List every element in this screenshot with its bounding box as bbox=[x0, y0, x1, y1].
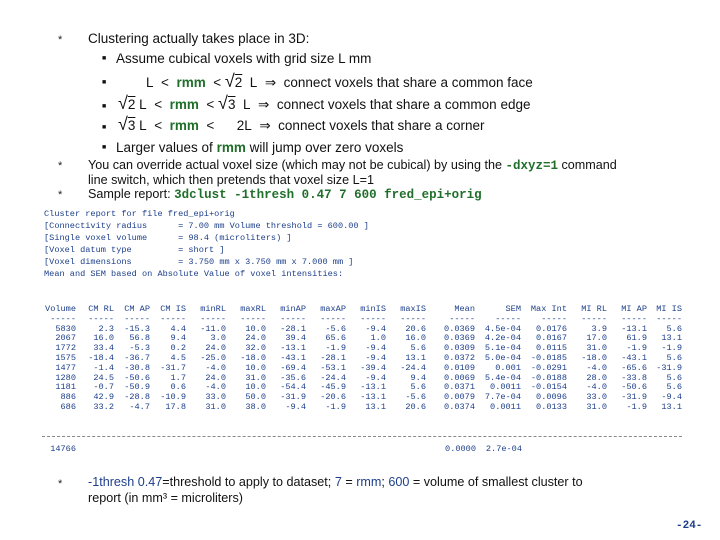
column-header: CM AP bbox=[124, 304, 150, 314]
table-cell: -50.6 bbox=[124, 372, 150, 383]
table-cell: -50.9 bbox=[124, 382, 150, 393]
table-cell: 5.6 bbox=[666, 323, 682, 334]
total-volume: 14766 bbox=[50, 444, 76, 454]
table-cell: 1772 bbox=[55, 343, 76, 354]
bullet-star-icon: * bbox=[58, 34, 63, 46]
table-cell: -33.8 bbox=[621, 372, 647, 383]
column-header: minAP bbox=[280, 304, 306, 314]
square-bullet-icon: ■ bbox=[102, 55, 107, 62]
table-cell: -43.1 bbox=[280, 352, 306, 363]
table-cell: 0.0011 bbox=[490, 401, 521, 412]
table-cell: -31.9 bbox=[280, 392, 306, 403]
table-cell: -13.1 bbox=[360, 392, 386, 403]
table-cell: -13.1 bbox=[360, 382, 386, 393]
table-cell: 65.6 bbox=[325, 333, 346, 344]
table-cell: -1.9 bbox=[325, 343, 346, 354]
column-header: SEM bbox=[505, 304, 521, 314]
table-cell: 3.9 bbox=[591, 323, 607, 334]
column-header: Max Int bbox=[530, 304, 567, 314]
bullet-override-voxel: You can override actual voxel size (which may not be cubical) by using the -dxyz=1 command bbox=[88, 158, 617, 173]
sample-command: 3dclust -1thresh 0.47 7 600 fred_epi+orig bbox=[174, 188, 482, 202]
table-cell: -54.4 bbox=[280, 382, 306, 393]
table-cell: 0.0309 bbox=[444, 343, 475, 354]
column-dash: ----- bbox=[124, 313, 150, 324]
table-cell: 24.0 bbox=[205, 343, 226, 354]
table-cell: -0.0185 bbox=[530, 352, 567, 363]
column-dash: ----- bbox=[240, 313, 266, 324]
bullet-clustering-3d: Clustering actually takes place in 3D: bbox=[88, 31, 310, 46]
table-cell: 4.5e-04 bbox=[484, 323, 521, 334]
table-cell: 1.7 bbox=[170, 372, 186, 383]
column-dash: ----- bbox=[541, 313, 567, 324]
table-cell: 13.1 bbox=[661, 333, 682, 344]
table-cell: -28.8 bbox=[124, 392, 150, 403]
thresh-code: -1thresh 0.47 bbox=[88, 475, 163, 489]
column-header: minIS bbox=[360, 304, 386, 314]
bullet-override-voxel-line2: line switch, which then pretends that voxel size L=1 bbox=[88, 173, 374, 187]
table-body bbox=[42, 325, 682, 413]
table-cell: -13.1 bbox=[280, 343, 306, 354]
table-cell: -25.0 bbox=[200, 352, 226, 363]
table-cell: -18.0 bbox=[240, 352, 266, 363]
table-cell: -4.0 bbox=[586, 382, 607, 393]
table-cell: 20.6 bbox=[405, 401, 426, 412]
cluster-table bbox=[42, 305, 682, 413]
table-cell: -9.4 bbox=[661, 392, 682, 403]
table-cell: 32.0 bbox=[245, 343, 266, 354]
table-cell: -15.3 bbox=[124, 323, 150, 334]
column-dash: ----- bbox=[581, 313, 607, 324]
square-bullet-icon: ■ bbox=[102, 144, 107, 151]
table-cell: 4.2e-04 bbox=[484, 333, 521, 344]
table-cell: -10.9 bbox=[160, 392, 186, 403]
table-cell: -9.4 bbox=[365, 372, 386, 383]
table-cell: 5.4e-04 bbox=[484, 372, 521, 383]
column-header: minRL bbox=[200, 304, 226, 314]
column-dash: ----- bbox=[656, 313, 682, 324]
table-cell: -4.7 bbox=[129, 401, 150, 412]
table-cell: 1280 bbox=[55, 372, 76, 383]
table-cell: 0.0372 bbox=[444, 352, 475, 363]
sqrt-icon: √ bbox=[118, 93, 128, 113]
table-cell: -9.4 bbox=[365, 352, 386, 363]
sub-bullet-face: L < rmm < √2 L ⇒ connect voxels that share a common face bbox=[146, 71, 533, 91]
table-cell: 31.0 bbox=[245, 372, 266, 383]
column-dash: ----- bbox=[50, 313, 76, 324]
table-cell: -0.7 bbox=[93, 382, 114, 393]
table-cell: 33.0 bbox=[205, 392, 226, 403]
bullet-threshold-explanation: -1thresh 0.47=threshold to apply to dataset; 7 = rmm; 600 = volume of smallest cluster to bbox=[88, 475, 583, 489]
table-cell: 0.0011 bbox=[490, 382, 521, 393]
table-cell: 5.6 bbox=[666, 372, 682, 383]
table-cell: 0.0167 bbox=[536, 333, 567, 344]
table-cell: 5.6 bbox=[410, 343, 426, 354]
table-cell: -30.8 bbox=[124, 362, 150, 373]
table-cell: 13.1 bbox=[661, 401, 682, 412]
table-row bbox=[42, 403, 682, 413]
table-cell: 31.0 bbox=[586, 343, 607, 354]
table-cell: 39.4 bbox=[285, 333, 306, 344]
column-dash: ----- bbox=[160, 313, 186, 324]
table-cell: 0.0371 bbox=[444, 382, 475, 393]
rmm-label: rmm bbox=[169, 97, 199, 112]
table-cell: -5.6 bbox=[405, 392, 426, 403]
square-bullet-icon: ■ bbox=[102, 103, 107, 110]
table-cell: 5.6 bbox=[666, 382, 682, 393]
table-cell: 886 bbox=[60, 392, 76, 403]
table-cell: 7.7e-04 bbox=[484, 392, 521, 403]
table-cell: 3.0 bbox=[210, 333, 226, 344]
table-cell: 17.0 bbox=[586, 333, 607, 344]
table-cell: 2067 bbox=[55, 333, 76, 344]
table-cell: 33.0 bbox=[586, 392, 607, 403]
table-cell: 61.9 bbox=[626, 333, 647, 344]
column-dash: ----- bbox=[400, 313, 426, 324]
column-header: CM RL bbox=[88, 304, 114, 314]
table-cell: -31.9 bbox=[656, 362, 682, 373]
column-dash: ----- bbox=[88, 313, 114, 324]
dxyz-switch: -dxyz=1 bbox=[505, 159, 558, 173]
table-cell: 50.0 bbox=[245, 392, 266, 403]
table-cell: -65.6 bbox=[621, 362, 647, 373]
table-cell: 4.5 bbox=[170, 352, 186, 363]
table-cell: 5.0e-04 bbox=[484, 352, 521, 363]
table-cell: 0.2 bbox=[170, 343, 186, 354]
table-cell: 24.0 bbox=[205, 372, 226, 383]
table-cell: 31.0 bbox=[205, 401, 226, 412]
table-cell: -53.1 bbox=[320, 362, 346, 373]
table-cell: 24.5 bbox=[93, 372, 114, 383]
table-cell: 31.0 bbox=[586, 401, 607, 412]
bullet-sample-report: Sample report: 3dclust -1thresh 0.47 7 600 fred_epi+orig bbox=[88, 187, 482, 202]
table-total-row bbox=[42, 445, 682, 455]
table-cell: 686 bbox=[60, 401, 76, 412]
table-divider bbox=[42, 436, 682, 437]
table-cell: 9.4 bbox=[170, 333, 186, 344]
table-cell: 0.0369 bbox=[444, 323, 475, 334]
table-cell: 2.3 bbox=[98, 323, 114, 334]
table-cell: -11.0 bbox=[200, 323, 226, 334]
table-cell: -4.0 bbox=[205, 362, 226, 373]
table-cell: -36.7 bbox=[124, 352, 150, 363]
sqrt-icon: √ bbox=[218, 93, 228, 113]
total-mean: 0.0000 bbox=[445, 444, 476, 454]
table-cell: 16.0 bbox=[93, 333, 114, 344]
table-cell: -5.6 bbox=[325, 323, 346, 334]
table-cell: 1181 bbox=[55, 382, 76, 393]
table-cell: 0.0374 bbox=[444, 401, 475, 412]
table-cell: 42.9 bbox=[93, 392, 114, 403]
table-cell: 38.0 bbox=[245, 401, 266, 412]
table-cell: -1.9 bbox=[626, 343, 647, 354]
table-cell: 10.0 bbox=[245, 323, 266, 334]
table-cell: -31.7 bbox=[160, 362, 186, 373]
table-cell: 10.0 bbox=[245, 362, 266, 373]
table-cell: -0.0154 bbox=[530, 382, 567, 393]
table-cell: -28.1 bbox=[320, 352, 346, 363]
column-dash: ----- bbox=[449, 313, 475, 324]
table-cell: 13.1 bbox=[405, 352, 426, 363]
table-cell: -9.4 bbox=[285, 401, 306, 412]
table-cell: 1.0 bbox=[370, 333, 386, 344]
table-cell: -0.0188 bbox=[530, 372, 567, 383]
table-cell: 24.0 bbox=[245, 333, 266, 344]
table-cell: 5.1e-04 bbox=[484, 343, 521, 354]
table-cell: -1.9 bbox=[325, 401, 346, 412]
table-cell: 20.6 bbox=[405, 323, 426, 334]
table-cell: -9.4 bbox=[365, 343, 386, 354]
sqrt-icon: √ bbox=[118, 114, 128, 134]
column-dash: ----- bbox=[495, 313, 521, 324]
table-cell: 0.6 bbox=[170, 382, 186, 393]
table-cell: 0.0133 bbox=[536, 401, 567, 412]
table-cell: 0.0079 bbox=[444, 392, 475, 403]
table-cell: -9.4 bbox=[365, 323, 386, 334]
table-cell: 5830 bbox=[55, 323, 76, 334]
table-cell: -20.6 bbox=[320, 392, 346, 403]
rmm-label: rmm bbox=[176, 75, 206, 90]
table-cell: 17.8 bbox=[165, 401, 186, 412]
rmm-label: rmm bbox=[169, 118, 199, 133]
bullet-star-icon: * bbox=[58, 478, 63, 490]
table-cell: -69.4 bbox=[280, 362, 306, 373]
column-dash: ----- bbox=[621, 313, 647, 324]
table-cell: 1477 bbox=[55, 362, 76, 373]
table-cell: 4.4 bbox=[170, 323, 186, 334]
sub-bullet-cubical: Assume cubical voxels with grid size L mm bbox=[116, 51, 372, 66]
table-cell: 0.001 bbox=[495, 362, 521, 373]
table-cell: -18.4 bbox=[88, 352, 114, 363]
square-bullet-icon: ■ bbox=[102, 124, 107, 131]
column-dash: ----- bbox=[320, 313, 346, 324]
sub-bullet-larger-values: Larger values of rmm will jump over zero voxels bbox=[116, 140, 404, 155]
column-dash: ----- bbox=[280, 313, 306, 324]
table-cell: 28.0 bbox=[586, 372, 607, 383]
page-number: -24- bbox=[676, 520, 703, 532]
column-header: Mean bbox=[454, 304, 475, 314]
bullet-threshold-line2: report (in mm³ = microliters) bbox=[88, 491, 243, 505]
column-header: maxAP bbox=[320, 304, 346, 314]
table-cell: -43.1 bbox=[621, 352, 647, 363]
table-cell: 0.0096 bbox=[536, 392, 567, 403]
table-cell: 56.8 bbox=[129, 333, 150, 344]
column-header: MI RL bbox=[581, 304, 607, 314]
total-sem: 2.7e-04 bbox=[485, 444, 522, 454]
table-cell: -45.9 bbox=[320, 382, 346, 393]
table-cell: 5.6 bbox=[410, 382, 426, 393]
table-cell: 33.2 bbox=[93, 401, 114, 412]
sqrt-icon: √ bbox=[224, 71, 235, 91]
table-cell: -24.4 bbox=[320, 372, 346, 383]
table-cell: 0.0369 bbox=[444, 333, 475, 344]
table-cell: 1575 bbox=[55, 352, 76, 363]
table-cell: 0.0069 bbox=[444, 372, 475, 383]
table-cell: 10.0 bbox=[245, 382, 266, 393]
sub-bullet-edge: √2 L < rmm < √3 L ⇒ connect voxels that share a common edge bbox=[118, 93, 531, 113]
table-cell: -31.9 bbox=[621, 392, 647, 403]
table-cell: -4.0 bbox=[586, 362, 607, 373]
table-cell: -1.4 bbox=[93, 362, 114, 373]
table-cell: 16.0 bbox=[405, 333, 426, 344]
table-cell: 0.0176 bbox=[536, 323, 567, 334]
table-cell: 0.0109 bbox=[444, 362, 475, 373]
table-cell: 0.0115 bbox=[536, 343, 567, 354]
column-header: maxRL bbox=[240, 304, 266, 314]
table-cell: 5.6 bbox=[666, 352, 682, 363]
rmm-label: rmm bbox=[216, 140, 246, 155]
column-header: maxIS bbox=[400, 304, 426, 314]
table-cell: -4.0 bbox=[205, 382, 226, 393]
square-bullet-icon: ■ bbox=[102, 79, 107, 86]
column-dash: ----- bbox=[360, 313, 386, 324]
table-cell: -1.9 bbox=[661, 343, 682, 354]
column-dash: ----- bbox=[200, 313, 226, 324]
table-cell: -0.0291 bbox=[530, 362, 567, 373]
column-header: MI IS bbox=[656, 304, 682, 314]
report-header: Cluster report for file fred_epi+orig [Connectivity radius = 7.00 mm Volume threshold = 600.00 ] [Single voxel volume = 98.4 (microliters) ] [Voxel datum type = short ] [Voxel dimensions = 3.750 mm x 3.750 mm x 7.000 mm ] Mean and SEM based on Absolute Value of voxel intensities: bbox=[44, 209, 369, 279]
bullet-star-icon: * bbox=[58, 189, 63, 201]
sub-bullet-corner: √3 L < rmm < 2L ⇒ connect voxels that share a corner bbox=[118, 114, 485, 134]
table-cell: -5.3 bbox=[129, 343, 150, 354]
table-cell: -35.6 bbox=[280, 372, 306, 383]
table-cell: 9.4 bbox=[410, 372, 426, 383]
table-cell: -13.1 bbox=[621, 323, 647, 334]
column-header: Volume bbox=[45, 304, 76, 314]
table-cell: -24.4 bbox=[400, 362, 426, 373]
column-header: CM IS bbox=[160, 304, 186, 314]
bullet-star-icon: * bbox=[58, 160, 63, 172]
table-cell: -39.4 bbox=[360, 362, 386, 373]
table-cell: 13.1 bbox=[365, 401, 386, 412]
column-header: MI AP bbox=[621, 304, 647, 314]
table-cell: -50.6 bbox=[621, 382, 647, 393]
table-cell: -1.9 bbox=[626, 401, 647, 412]
table-cell: 33.4 bbox=[93, 343, 114, 354]
table-cell: -28.1 bbox=[280, 323, 306, 334]
table-cell: -18.0 bbox=[581, 352, 607, 363]
